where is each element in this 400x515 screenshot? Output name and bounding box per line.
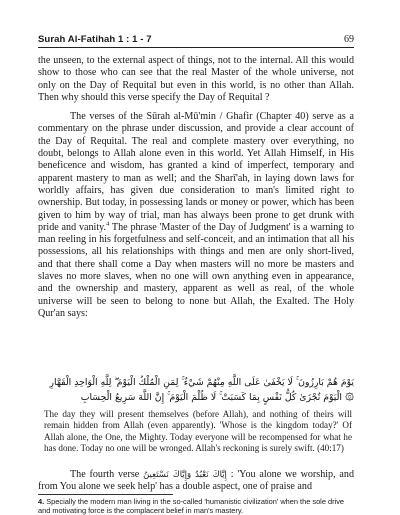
fourth-verse-lead: The fourth verse: [70, 469, 140, 480]
footnote-number: 4.: [38, 497, 45, 506]
footnote-rule: [38, 494, 173, 495]
main-text: [38, 55, 354, 320]
fourth-verse-paragraph: [38, 469, 354, 494]
page-header: [38, 28, 354, 48]
running-title: Surah Al-Fatihah 1 : 1 - 7: [38, 34, 152, 45]
header-rule: [38, 47, 354, 48]
translation-text: The day they will present themselves (before Allah), and nothing of theirs will remain hidden from Allah (even apparently). 'Whose is the kingdom today?' Of Allah alone, the One, the Mighty. Today everyone will be recompensed for what he has done. Today no one will be wronged. Allah's reckoning is surely swift. (40:17): [44, 409, 352, 453]
paragraph-1: the unseen, to the external aspect of things, not to the internal. All this would show to those who can see that the real Master of the whole universe, not only on the Day of Requital but even in this world, is no other than Allah. Then why should this verse specify the Day of Requital ?: [38, 55, 354, 103]
fourth-verse-rest: : 'You alone we worship, and from You alone we seek help' has a double aspect, one of praise and: [38, 469, 354, 493]
paragraph-2-part-a: The verses of the Sūrah al-Mū'min / Ghafir (Chapter 40) serve as a commentary on the phrase under discussion, and provide a clear account of the Day of Requital. The real and complete mastery over everything, no doubt, belongs to Allah alone even in this world. Yet Allah Himself, in His beneficence and wisdom, has granted a kind of imperfect, temporary and apparent mastery to man as well; and the Sharī'ah, in laying down laws for worldly affairs, has given due consideration to man's limited right to ownership. But today, in possessing lands or money or power, which has been given to him by way of trial, man has always been prone to get drunk with pride and vanity.: [38, 111, 354, 233]
verse-translation: [44, 409, 352, 454]
footnote-text: Specially the modern man living in the so-called 'humanistic civilization' when the sole drive and motivating force is the complacent belief in man's mastery.: [38, 497, 345, 515]
fourth-verse-arabic: إِيَّاكَ نَعْبُدُ وَإِيَّاكَ نَسْتَعِينُ: [143, 470, 227, 480]
page-number: 69: [344, 34, 354, 45]
arabic-verse: يَوْمَ هُمْ بَارِزُونَ ۚ لَا يَخْفَىٰ عَلَى اللَّهِ مِنْهُمْ شَيْءٌ ۚ لِمَنِ الْمُلْكُ الْيَوْمَ ۖ لِلَّهِ الْوَاحِدِ الْقَهَّارِ ۞ الْيَوْمَ تُجْزَىٰ كُلُّ نَفْسٍ بِمَا كَسَبَتْ ۚ لَا ظُلْمَ الْيَوْمَ ۚ إِنَّ اللَّهَ سَرِيعُ الْحِسَابِ: [49, 377, 354, 403]
footnote-marker[interactable]: 4: [106, 220, 110, 228]
paragraph-2: [38, 111, 354, 320]
paragraph-2-part-b: The phrase 'Master of the Day of Judgment' is a warning to man reeling in his forgetfulness and self-conceit, and an intimation that all his possessions, all his relationships with things and men are only short-lived, and that there shall come a Day when masters will no more be masters and slaves no more slaves, when no one will own anything even in appearance, and the ownership and mastery, apparent as well as real, of the whole universe will be seen to belong to none but Allah, the Exalted. The Holy Qur'an says:: [38, 221, 354, 319]
